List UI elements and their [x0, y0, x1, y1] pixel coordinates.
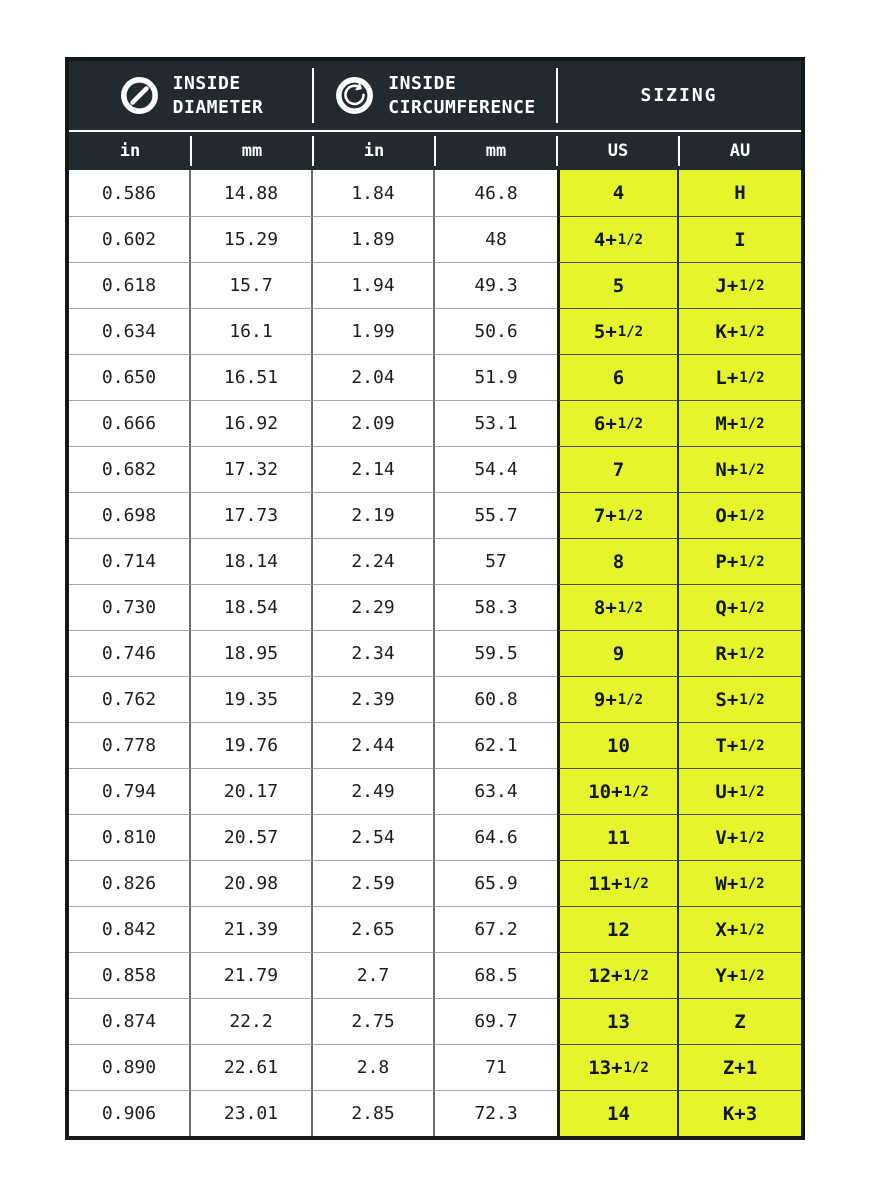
- table-row: [69, 492, 801, 538]
- half-fraction: 1/2: [739, 783, 765, 800]
- table-row: [69, 768, 801, 814]
- half-fraction: 1/2: [617, 599, 644, 616]
- cell-circumference-mm: 54.4: [435, 446, 557, 492]
- cell-circumference-in: 2.7: [313, 952, 435, 998]
- cell-diameter-in: 0.746: [69, 630, 191, 676]
- cell-size-au: T+ 1/2: [679, 722, 801, 768]
- cell-diameter-mm: 20.98: [191, 860, 313, 906]
- cell-circumference-in: 2.8: [313, 1044, 435, 1090]
- table-row: [69, 262, 801, 308]
- cell-circumference-in: 2.49: [313, 768, 435, 814]
- cell-size-au: K+ 1/2: [679, 308, 801, 354]
- cell-diameter-in: 0.778: [69, 722, 191, 768]
- cell-circumference-in: 1.84: [313, 170, 435, 216]
- cell-size-au: Z+1: [679, 1044, 801, 1090]
- table-row: [69, 446, 801, 492]
- cell-size-us: 6: [557, 354, 679, 400]
- cell-diameter-in: 0.906: [69, 1090, 191, 1136]
- cell-size-au: V+ 1/2: [679, 814, 801, 860]
- cell-circumference-mm: 53.1: [435, 400, 557, 446]
- cell-diameter-in: 0.602: [69, 216, 191, 262]
- half-fraction: 1/2: [739, 369, 765, 386]
- half-fraction: 1/2: [739, 599, 765, 616]
- header-group-label: INSIDE CIRCUMFERENCE: [388, 73, 536, 118]
- cell-circumference-in: 2.75: [313, 998, 435, 1044]
- half-fraction: 1/2: [739, 277, 765, 294]
- table-row: [69, 216, 801, 262]
- header-group-sizing: [557, 61, 801, 130]
- header-group-label: SIZING: [640, 84, 718, 106]
- cell-size-us: 10+ 1/2: [557, 768, 679, 814]
- cell-size-us: 8: [557, 538, 679, 584]
- cell-circumference-mm: 67.2: [435, 906, 557, 952]
- cell-circumference-mm: 49.3: [435, 262, 557, 308]
- half-fraction: 1/2: [739, 691, 765, 708]
- half-fraction: 1/2: [617, 507, 644, 524]
- cell-circumference-in: 2.39: [313, 676, 435, 722]
- cell-circumference-mm: 57: [435, 538, 557, 584]
- cell-diameter-mm: 18.14: [191, 538, 313, 584]
- cell-diameter-in: 0.874: [69, 998, 191, 1044]
- diameter-icon: [119, 75, 160, 116]
- cell-diameter-mm: 19.76: [191, 722, 313, 768]
- table-row: [69, 1044, 801, 1090]
- cell-size-au: Z: [679, 998, 801, 1044]
- table-row: [69, 676, 801, 722]
- cell-size-us: 12+ 1/2: [557, 952, 679, 998]
- cell-diameter-in: 0.666: [69, 400, 191, 446]
- cell-diameter-in: 0.634: [69, 308, 191, 354]
- half-fraction: 1/2: [623, 1059, 649, 1076]
- table-body: [69, 170, 801, 1136]
- half-fraction: 1/2: [739, 737, 765, 754]
- cell-size-au: U+ 1/2: [679, 768, 801, 814]
- table-row: [69, 814, 801, 860]
- cell-circumference-in: 2.59: [313, 860, 435, 906]
- half-fraction: 1/2: [617, 691, 644, 708]
- cell-circumference-in: 2.14: [313, 446, 435, 492]
- table-row: [69, 906, 801, 952]
- column-header-circumference-mm: mm: [435, 132, 557, 170]
- table-row: [69, 584, 801, 630]
- ring-size-table: [65, 57, 805, 1140]
- cell-circumference-mm: 51.9: [435, 354, 557, 400]
- cell-diameter-mm: 22.61: [191, 1044, 313, 1090]
- table-row: [69, 630, 801, 676]
- cell-size-au: M+ 1/2: [679, 400, 801, 446]
- cell-circumference-mm: 48: [435, 216, 557, 262]
- half-fraction: 1/2: [739, 323, 765, 340]
- cell-diameter-in: 0.890: [69, 1044, 191, 1090]
- cell-diameter-mm: 15.7: [191, 262, 313, 308]
- cell-diameter-in: 0.698: [69, 492, 191, 538]
- half-fraction: 1/2: [617, 415, 644, 432]
- cell-size-us: 11+ 1/2: [557, 860, 679, 906]
- cell-diameter-mm: 20.17: [191, 768, 313, 814]
- cell-circumference-mm: 71: [435, 1044, 557, 1090]
- cell-circumference-mm: 72.3: [435, 1090, 557, 1136]
- table-row: [69, 998, 801, 1044]
- half-fraction: 1/2: [739, 875, 765, 892]
- cell-diameter-in: 0.842: [69, 906, 191, 952]
- cell-diameter-in: 0.810: [69, 814, 191, 860]
- table-row: [69, 400, 801, 446]
- cell-diameter-mm: 14.88: [191, 170, 313, 216]
- cell-size-us: 4: [557, 170, 679, 216]
- cell-diameter-mm: 18.95: [191, 630, 313, 676]
- cell-circumference-mm: 60.8: [435, 676, 557, 722]
- cell-circumference-in: 2.24: [313, 538, 435, 584]
- cell-circumference-in: 2.09: [313, 400, 435, 446]
- cell-size-us: 8+ 1/2: [557, 584, 679, 630]
- half-fraction: 1/2: [617, 323, 644, 340]
- cell-circumference-mm: 65.9: [435, 860, 557, 906]
- half-fraction: 1/2: [739, 829, 765, 846]
- cell-circumference-mm: 62.1: [435, 722, 557, 768]
- cell-size-us: 5: [557, 262, 679, 308]
- table-row: [69, 308, 801, 354]
- cell-diameter-in: 0.858: [69, 952, 191, 998]
- cell-size-us: 9+ 1/2: [557, 676, 679, 722]
- half-fraction: 1/2: [623, 875, 649, 892]
- cell-diameter-mm: 17.32: [191, 446, 313, 492]
- cell-size-au: W+ 1/2: [679, 860, 801, 906]
- cell-size-us: 9: [557, 630, 679, 676]
- table-row: [69, 1090, 801, 1136]
- cell-circumference-in: 2.29: [313, 584, 435, 630]
- cell-circumference-in: 2.34: [313, 630, 435, 676]
- cell-diameter-mm: 23.01: [191, 1090, 313, 1136]
- cell-circumference-in: 1.94: [313, 262, 435, 308]
- column-header-diameter-in: in: [119, 141, 141, 161]
- half-fraction: 1/2: [739, 461, 765, 478]
- cell-diameter-mm: 21.39: [191, 906, 313, 952]
- cell-size-us: 13: [557, 998, 679, 1044]
- half-fraction: 1/2: [623, 783, 649, 800]
- cell-size-us: 11: [557, 814, 679, 860]
- table-row: [69, 952, 801, 998]
- column-header-circumference-in: in: [313, 132, 435, 170]
- cell-circumference-in: 2.04: [313, 354, 435, 400]
- cell-diameter-mm: 16.51: [191, 354, 313, 400]
- cell-diameter-mm: 22.2: [191, 998, 313, 1044]
- cell-size-au: L+ 1/2: [679, 354, 801, 400]
- table-row: [69, 860, 801, 906]
- cell-diameter-in: 0.714: [69, 538, 191, 584]
- cell-diameter-mm: 16.1: [191, 308, 313, 354]
- cell-size-us: 5+ 1/2: [557, 308, 679, 354]
- half-fraction: 1/2: [739, 553, 765, 570]
- cell-circumference-mm: 59.5: [435, 630, 557, 676]
- half-fraction: 1/2: [617, 231, 644, 248]
- half-fraction: 1/2: [739, 507, 765, 524]
- cell-circumference-in: 1.89: [313, 216, 435, 262]
- cell-size-us: 10: [557, 722, 679, 768]
- cell-circumference-mm: 64.6: [435, 814, 557, 860]
- cell-diameter-mm: 20.57: [191, 814, 313, 860]
- half-fraction: 1/2: [739, 415, 765, 432]
- cell-circumference-mm: 46.8: [435, 170, 557, 216]
- table-row: [69, 538, 801, 584]
- column-header-diameter-mm: mm: [191, 132, 313, 170]
- column-header-size-au: AU: [679, 132, 801, 170]
- cell-size-au: H: [679, 170, 801, 216]
- cell-size-us: 13+ 1/2: [557, 1044, 679, 1090]
- cell-diameter-mm: 15.29: [191, 216, 313, 262]
- half-fraction: 1/2: [739, 967, 765, 984]
- table-header: [69, 61, 801, 132]
- cell-diameter-mm: 19.35: [191, 676, 313, 722]
- cell-size-us: 4+ 1/2: [557, 216, 679, 262]
- cell-size-au: N+ 1/2: [679, 446, 801, 492]
- cell-diameter-in: 0.826: [69, 860, 191, 906]
- cell-circumference-in: 2.19: [313, 492, 435, 538]
- column-header-size-us: US: [557, 132, 679, 170]
- cell-diameter-in: 0.794: [69, 768, 191, 814]
- cell-size-au: Q+ 1/2: [679, 584, 801, 630]
- cell-circumference-in: 2.44: [313, 722, 435, 768]
- cell-circumference-in: 1.99: [313, 308, 435, 354]
- cell-size-us: 7: [557, 446, 679, 492]
- cell-circumference-mm: 50.6: [435, 308, 557, 354]
- cell-size-au: K+3: [679, 1090, 801, 1136]
- cell-size-us: 12: [557, 906, 679, 952]
- cell-diameter-mm: 17.73: [191, 492, 313, 538]
- cell-size-au: Y+ 1/2: [679, 952, 801, 998]
- circumference-icon: [334, 75, 375, 116]
- cell-diameter-in: 0.586: [69, 170, 191, 216]
- cell-circumference-mm: 63.4: [435, 768, 557, 814]
- cell-size-au: S+ 1/2: [679, 676, 801, 722]
- cell-size-au: O+ 1/2: [679, 492, 801, 538]
- cell-size-us: 14: [557, 1090, 679, 1136]
- header-group-inside-diameter: [69, 61, 313, 130]
- header-group-inside-circumference: [313, 61, 557, 130]
- cell-size-us: 6+ 1/2: [557, 400, 679, 446]
- cell-diameter-in: 0.730: [69, 584, 191, 630]
- cell-size-au: X+ 1/2: [679, 906, 801, 952]
- table-row: [69, 354, 801, 400]
- cell-size-us: 7+ 1/2: [557, 492, 679, 538]
- cell-size-au: I: [679, 216, 801, 262]
- half-fraction: 1/2: [739, 645, 765, 662]
- cell-circumference-in: 2.54: [313, 814, 435, 860]
- cell-size-au: J+ 1/2: [679, 262, 801, 308]
- cell-circumference-mm: 69.7: [435, 998, 557, 1044]
- column-header-row: [69, 132, 801, 170]
- table-row: [69, 722, 801, 768]
- half-fraction: 1/2: [623, 967, 649, 984]
- cell-diameter-in: 0.682: [69, 446, 191, 492]
- cell-diameter-in: 0.762: [69, 676, 191, 722]
- cell-diameter-mm: 21.79: [191, 952, 313, 998]
- cell-diameter-mm: 16.92: [191, 400, 313, 446]
- cell-size-au: P+ 1/2: [679, 538, 801, 584]
- cell-circumference-mm: 55.7: [435, 492, 557, 538]
- cell-circumference-in: 2.85: [313, 1090, 435, 1136]
- half-fraction: 1/2: [739, 921, 765, 938]
- header-group-label: INSIDE DIAMETER: [172, 73, 264, 118]
- cell-circumference-in: 2.65: [313, 906, 435, 952]
- cell-diameter-in: 0.618: [69, 262, 191, 308]
- cell-diameter-in: 0.650: [69, 354, 191, 400]
- cell-circumference-mm: 58.3: [435, 584, 557, 630]
- cell-circumference-mm: 68.5: [435, 952, 557, 998]
- cell-diameter-mm: 18.54: [191, 584, 313, 630]
- table-row: [69, 170, 801, 216]
- cell-size-au: R+ 1/2: [679, 630, 801, 676]
